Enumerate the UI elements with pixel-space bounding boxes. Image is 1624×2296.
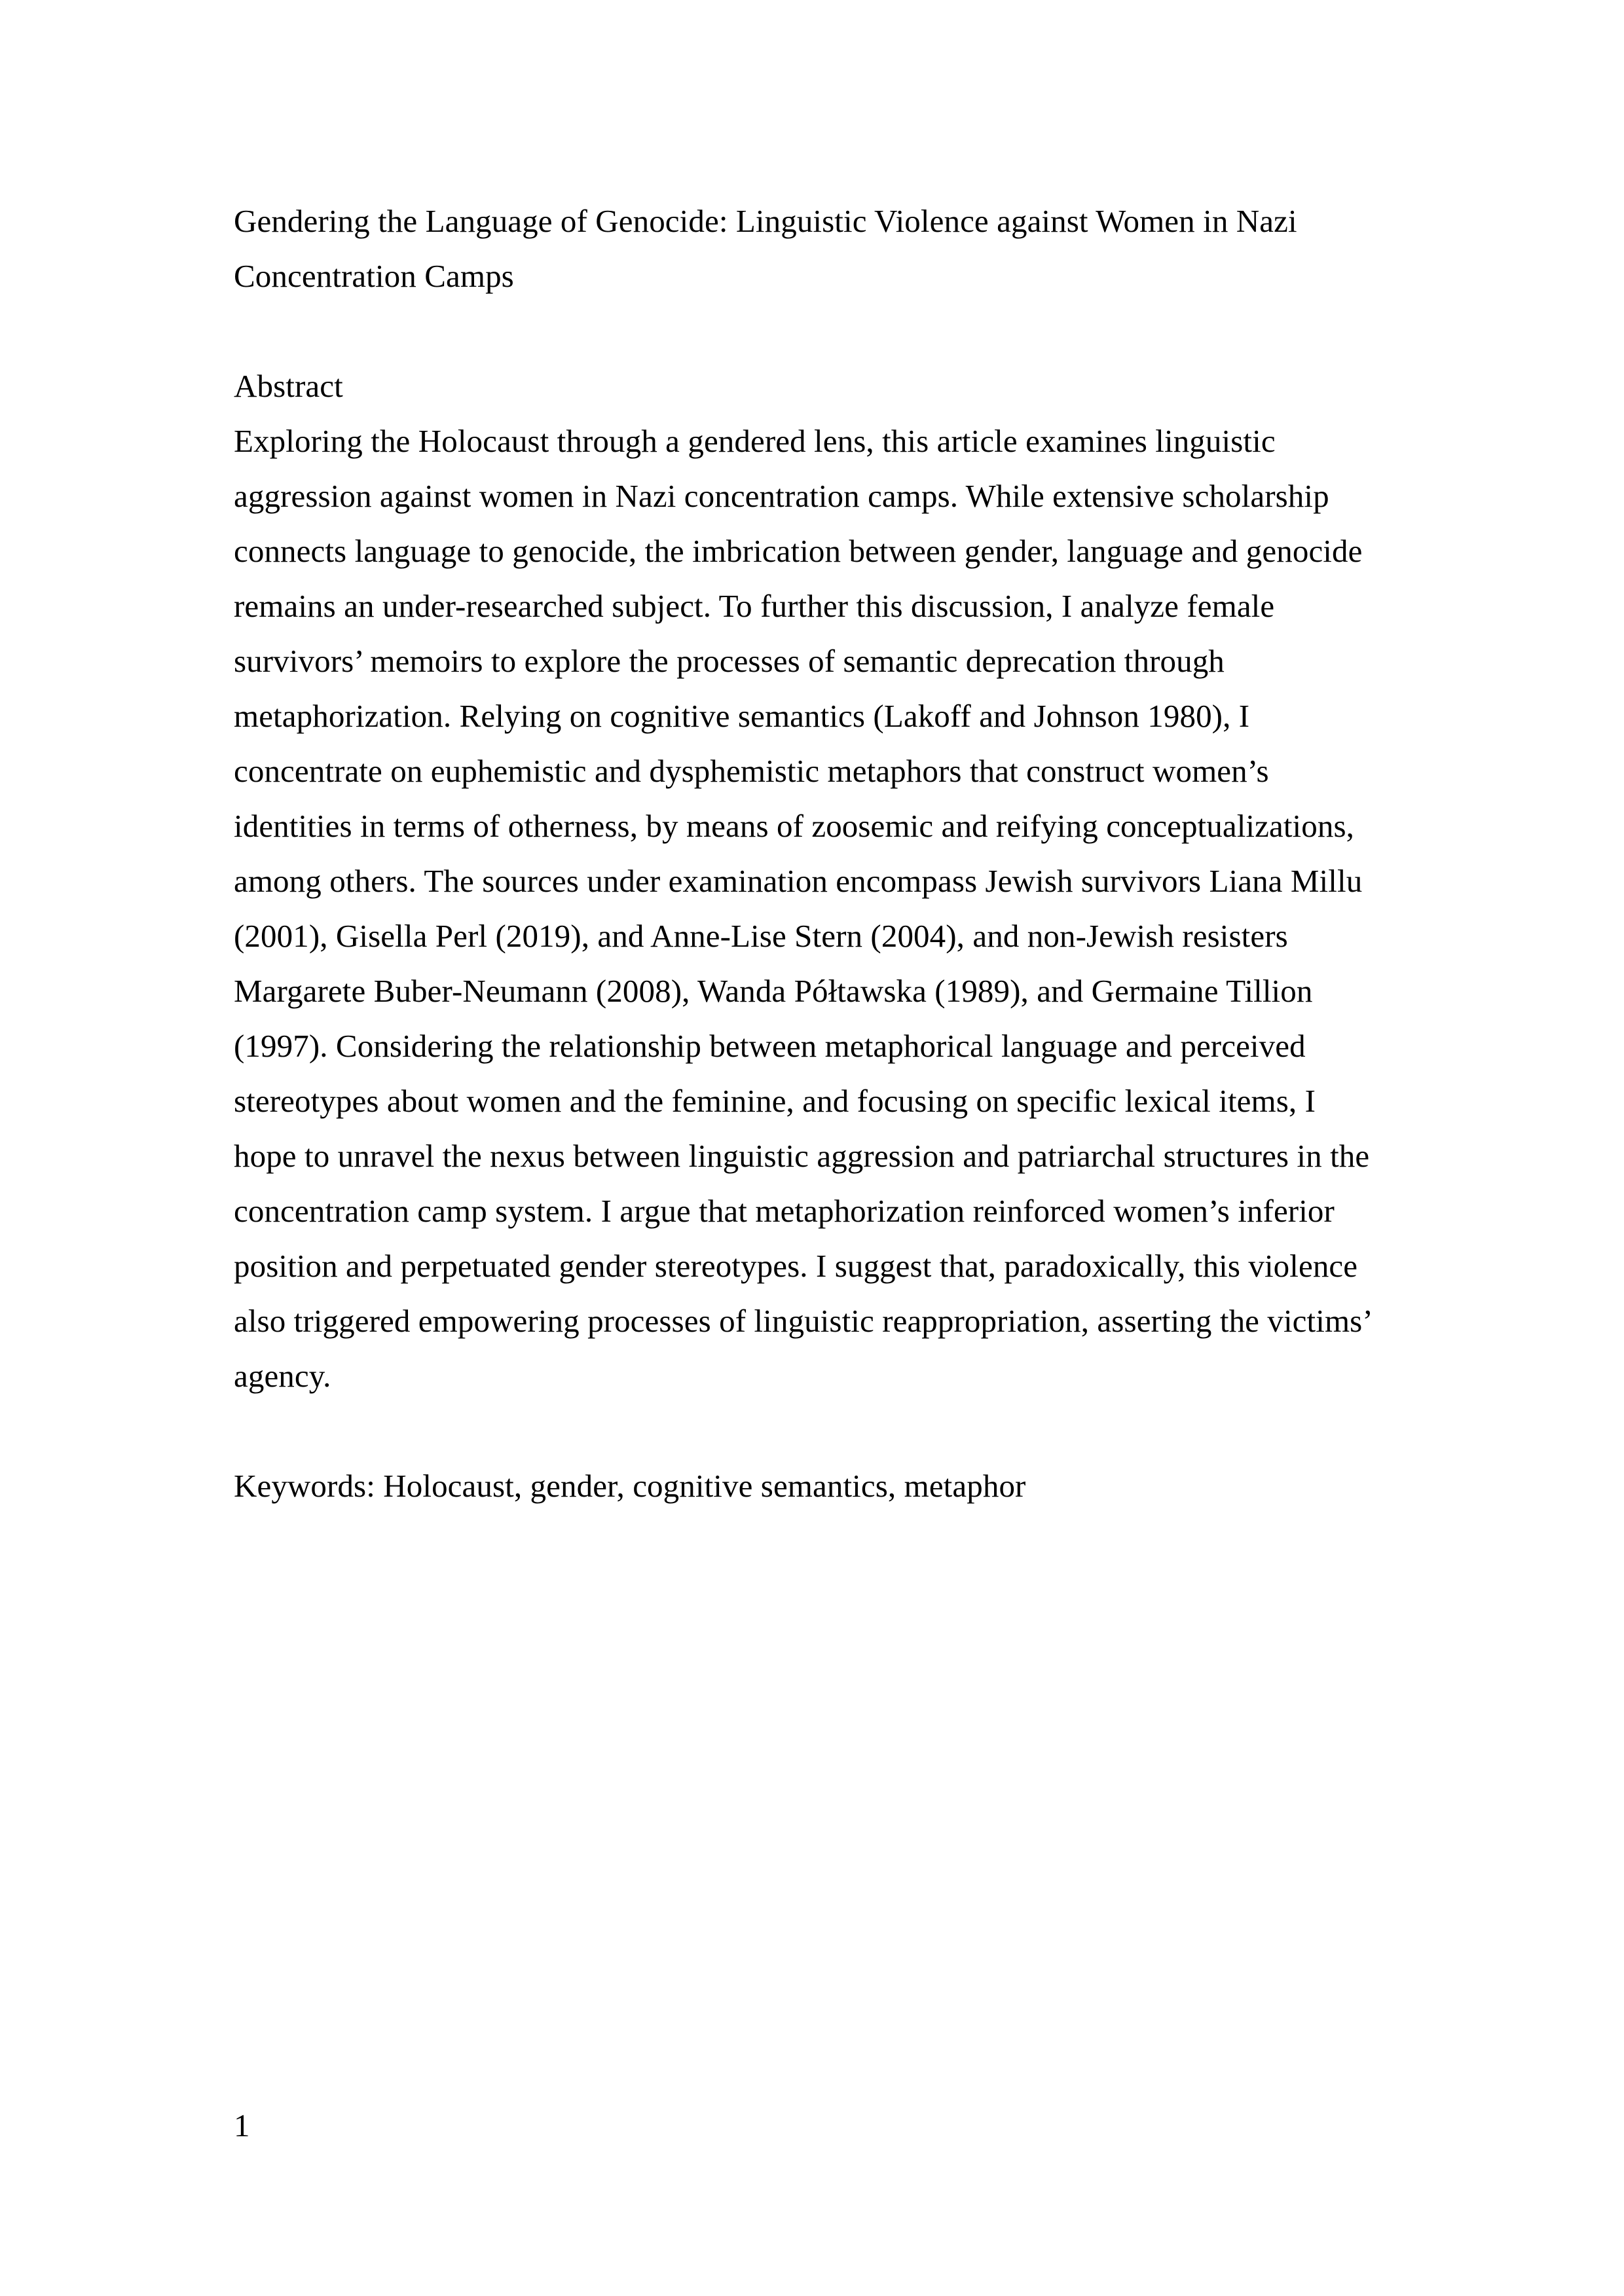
abstract-line: (1997). Considering the relationship between metaphorical language and perceived xyxy=(234,1028,1306,1064)
abstract-line: Exploring the Holocaust through a gendered lens, this article examines linguistic xyxy=(234,423,1276,459)
abstract-line: also triggered empowering processes of linguistic reappropriation, asserting the victims’ xyxy=(234,1303,1373,1339)
abstract-heading: Abstract xyxy=(234,368,343,404)
abstract-line: aggression against women in Nazi concentration camps. While extensive scholarship xyxy=(234,478,1329,514)
page-number: 1 xyxy=(234,2107,250,2143)
abstract-line: agency. xyxy=(234,1358,331,1394)
abstract-line: (2001), Gisella Perl (2019), and Anne-Lise Stern (2004), and non-Jewish resisters xyxy=(234,918,1288,954)
keywords-line: Keywords: Holocaust, gender, cognitive semantics, metaphor xyxy=(234,1468,1026,1504)
paper-title xyxy=(234,194,1386,304)
page-text-frame xyxy=(234,194,1386,1514)
abstract-line: stereotypes about women and the feminine, and focusing on specific lexical items, I xyxy=(234,1083,1316,1119)
abstract-line: identities in terms of otherness, by means of zoosemic and reifying conceptualizations, xyxy=(234,808,1354,844)
paper-title-line-2: Concentration Camps xyxy=(234,258,514,294)
abstract-body xyxy=(234,414,1386,1404)
abstract-line: among others. The sources under examination encompass Jewish survivors Liana Millu xyxy=(234,863,1363,899)
abstract-line: survivors’ memoirs to explore the processes of semantic deprecation through xyxy=(234,643,1225,679)
abstract-line: concentration camp system. I argue that metaphorization reinforced women’s inferior xyxy=(234,1193,1335,1229)
abstract-line: connects language to genocide, the imbrication between gender, language and genocide xyxy=(234,533,1363,569)
abstract-line: concentrate on euphemistic and dysphemistic metaphors that construct women’s xyxy=(234,753,1269,789)
paper-title-line-1: Gendering the Language of Genocide: Linguistic Violence against Women in Nazi xyxy=(234,203,1297,239)
abstract-keywords-spacer xyxy=(234,1404,1386,1459)
abstract-line: remains an under-researched subject. To further this discussion, I analyze female xyxy=(234,588,1275,624)
abstract-line: position and perpetuated gender stereotypes. I suggest that, paradoxically, this violence xyxy=(234,1248,1358,1284)
abstract-line: Margarete Buber-Neumann (2008), Wanda Półtawska (1989), and Germaine Tillion xyxy=(234,973,1313,1009)
abstract-line: hope to unravel the nexus between linguistic aggression and patriarchal structures in the xyxy=(234,1138,1370,1174)
title-abstract-spacer xyxy=(234,304,1386,359)
abstract-line: metaphorization. Relying on cognitive semantics (Lakoff and Johnson 1980), I xyxy=(234,698,1250,734)
